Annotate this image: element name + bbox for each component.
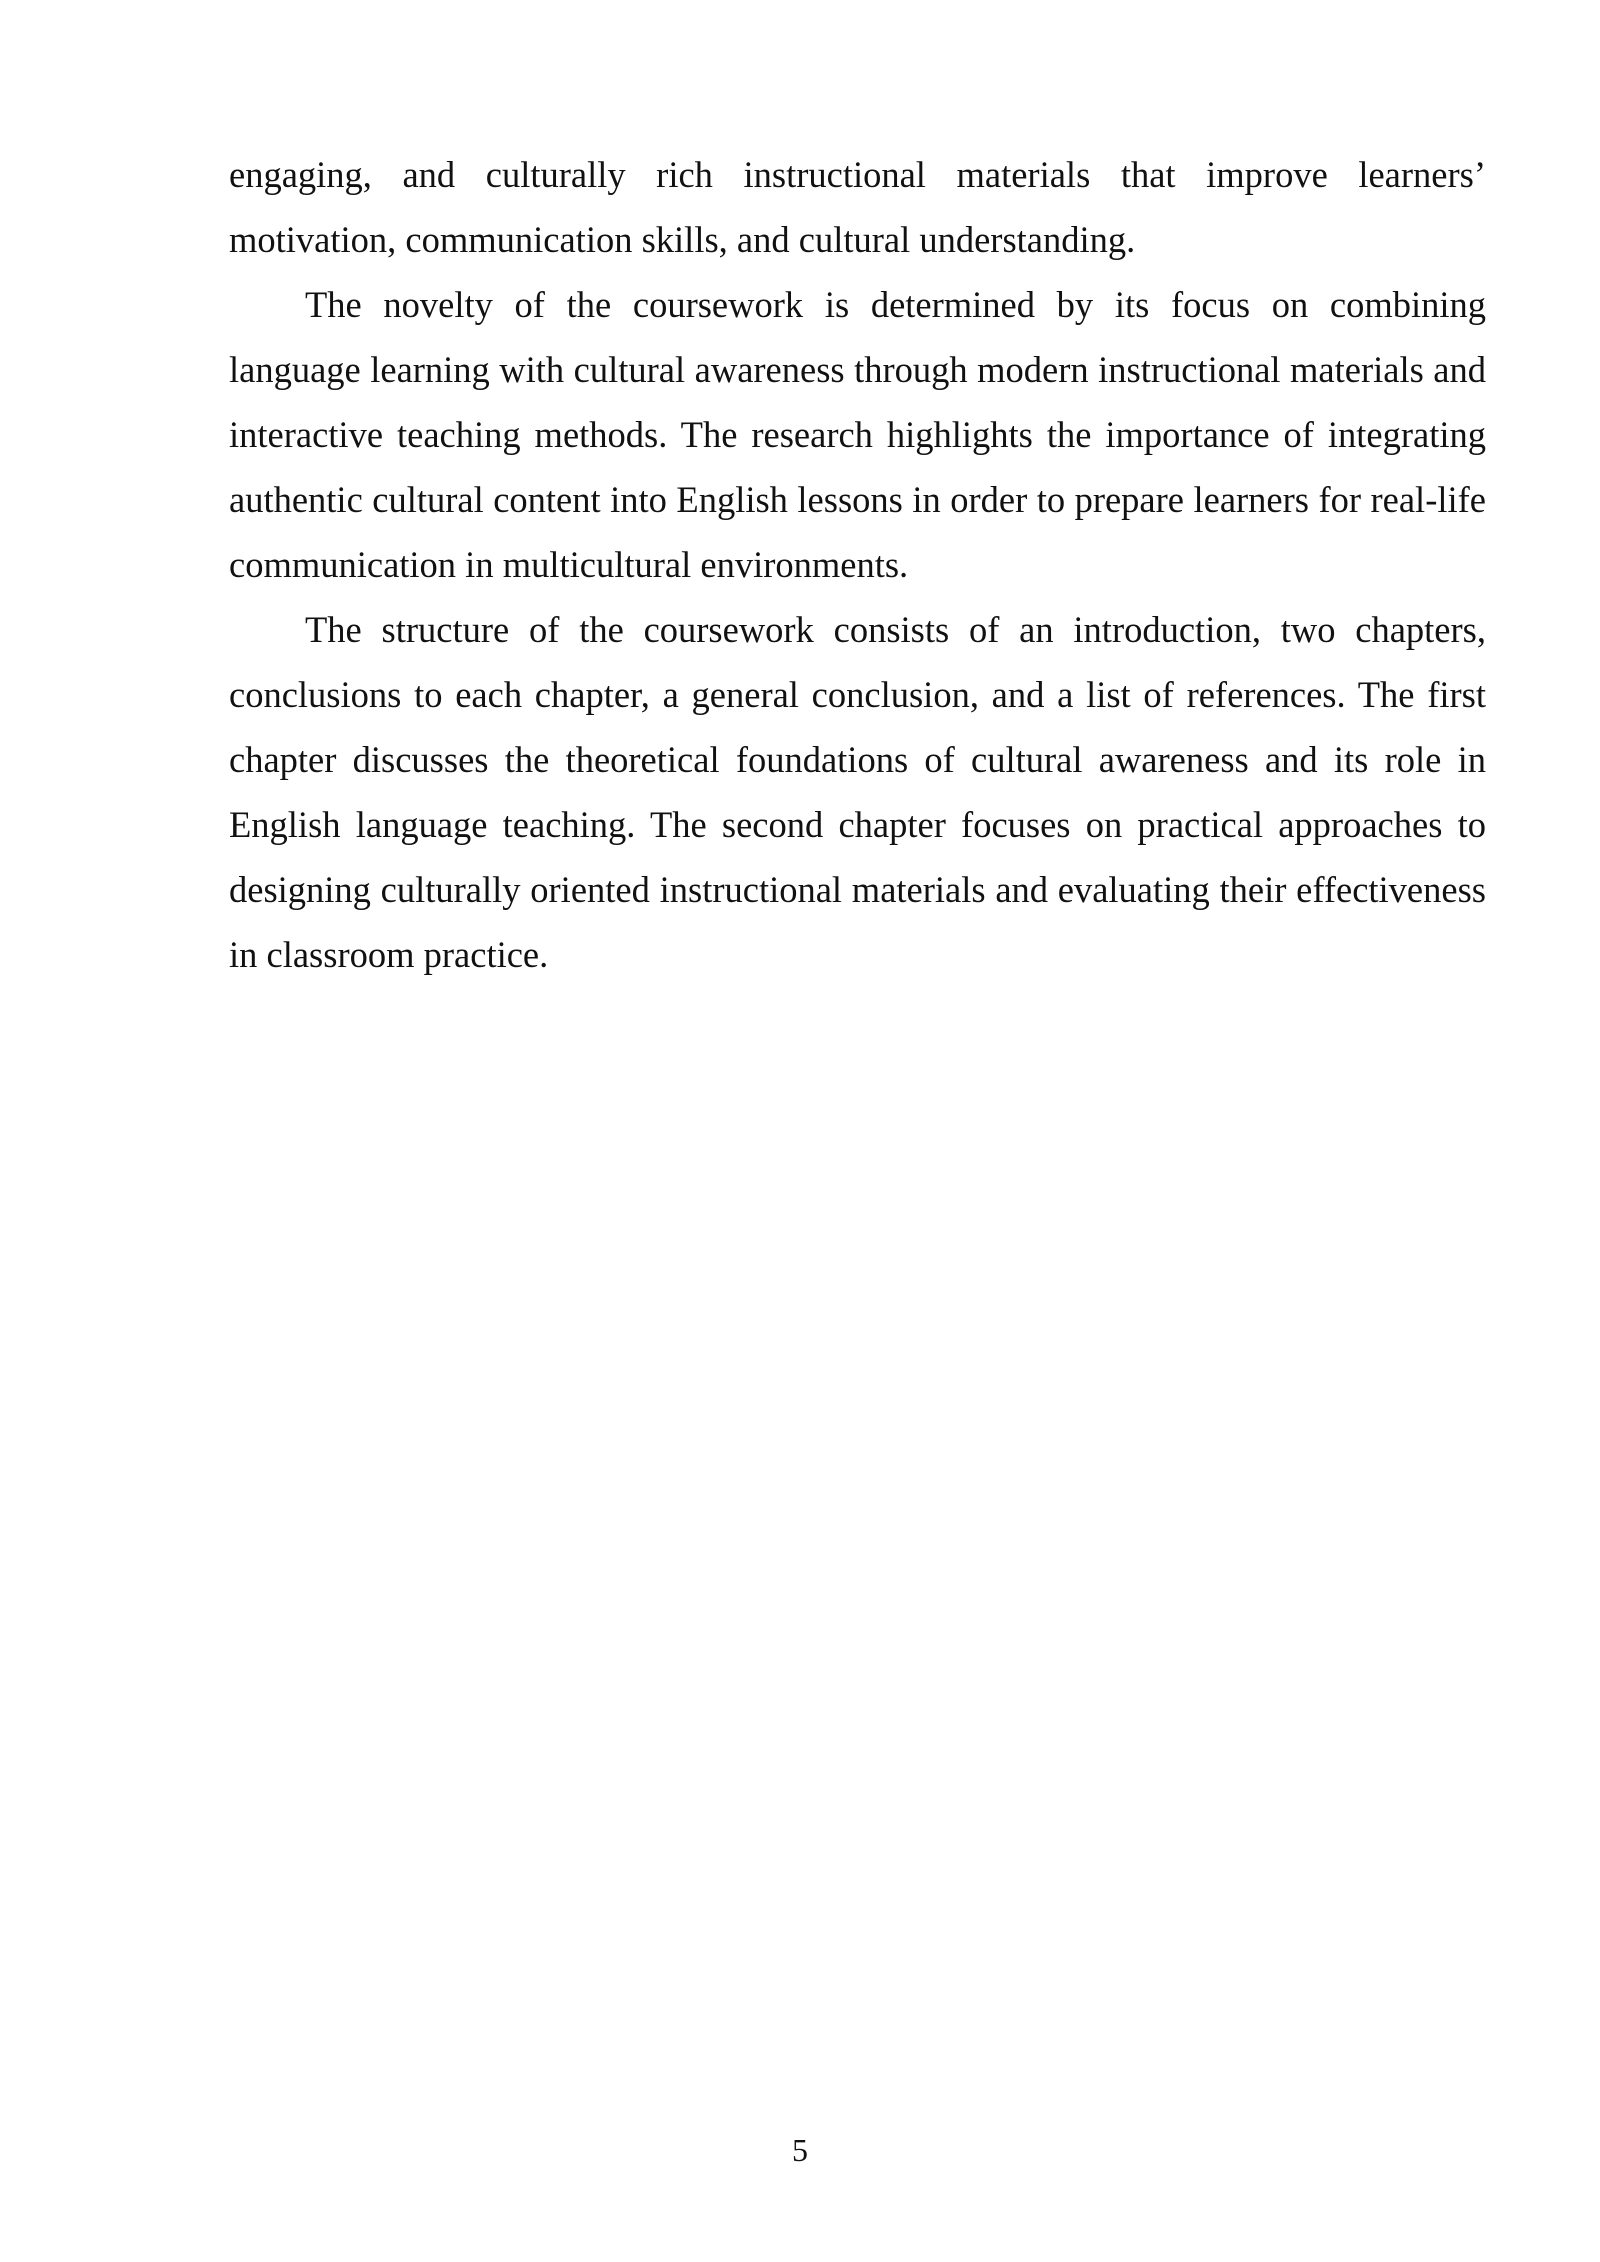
paragraph-structure: The structure of the coursework consists of an introduction, two chapters, conclusions to each chapter, a general conclusion, and a list of references. The first chapter discusses the theoretical foundations of cultural awareness and its role in English language teaching. The second chapter focuses on practical approaches to designing culturally oriented instructional materials and evaluating their effectiveness in classroom practice. [229, 609, 1486, 975]
body-text [229, 142, 1486, 987]
paragraph-continuation: engaging, and culturally rich instructional materials that improve learners’ motivation, communication skills, and cultural understanding. [229, 154, 1486, 260]
paragraph-novelty: The novelty of the coursework is determined by its focus on combining language learning with cultural awareness through modern instructional materials and interactive teaching methods. The research highlights the importance of integrating authentic cultural content into English lessons in order to prepare learners for real-life communication in multicultural environments. [229, 284, 1486, 585]
page-number: 5 [792, 2132, 808, 2168]
